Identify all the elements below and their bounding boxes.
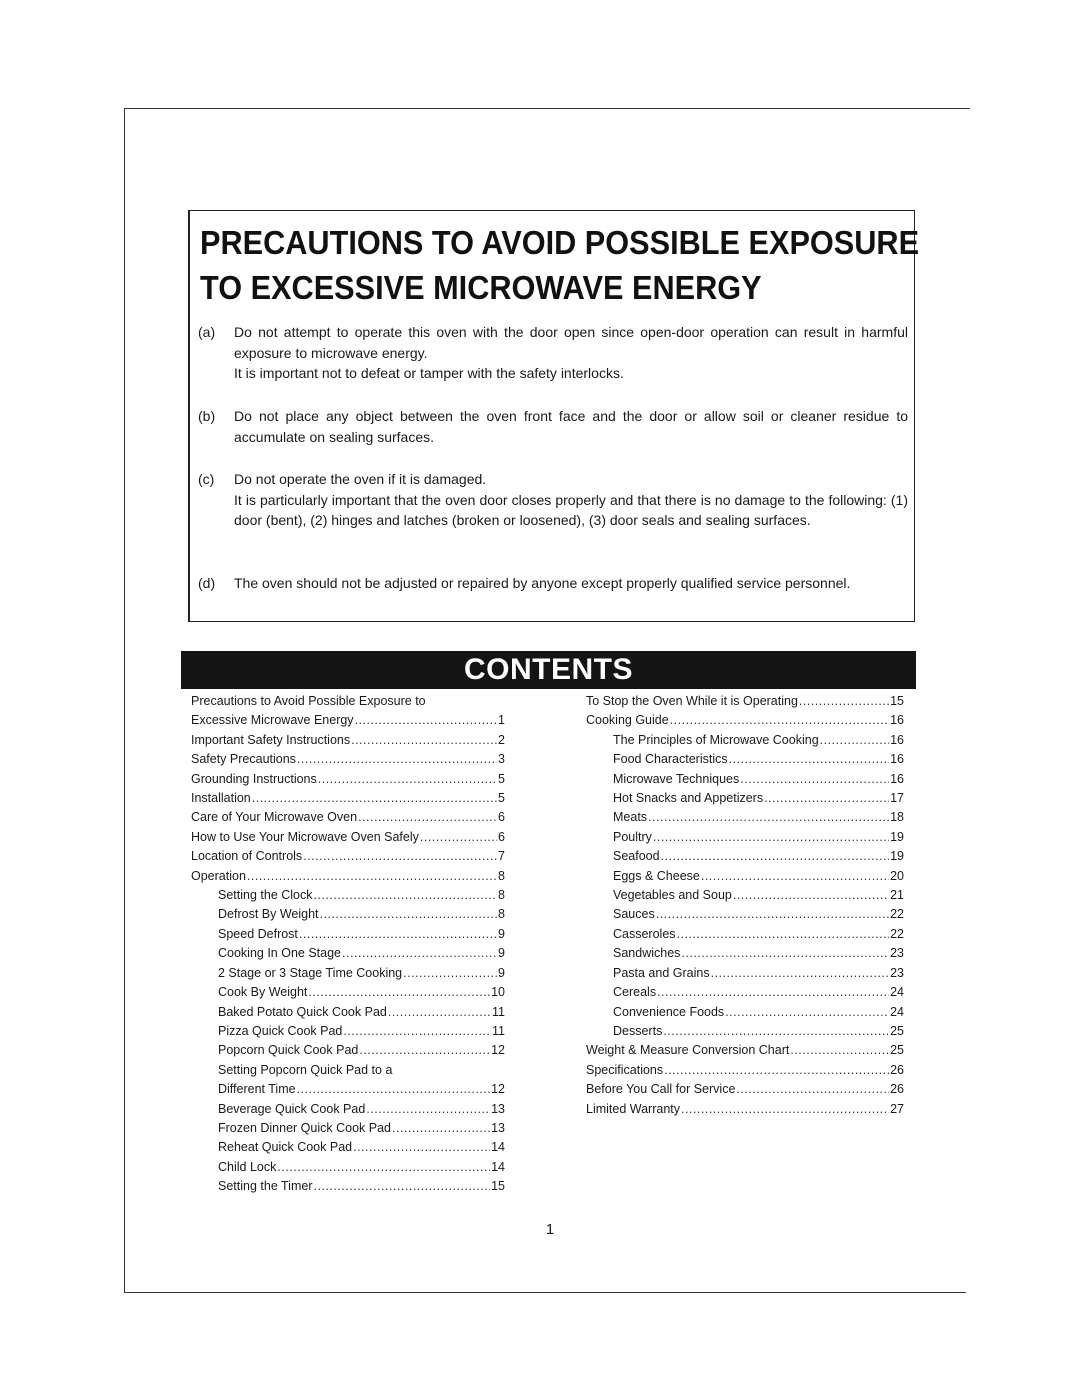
toc-entry (191, 867, 505, 886)
toc-entry (191, 847, 505, 866)
toc-entry (586, 711, 904, 730)
toc-entry-title: Convenience Foods (613, 1004, 725, 1019)
toc-entry (586, 905, 904, 924)
toc-dot-leader (681, 944, 889, 963)
toc-entry (586, 983, 904, 1002)
toc-entry (586, 770, 904, 789)
toc-entry-title: Sandwiches (613, 946, 681, 961)
toc-entry-title: Operation (191, 868, 246, 883)
item-text: It is particularly important that the oven door closes properly and that there is no damage to the following: (1) door (bent), (2) hinges and latches (broken or loosened), (3) door seals and sealing surfaces. (234, 491, 908, 528)
toc-dot-leader (314, 1177, 491, 1196)
toc-entry (191, 1041, 505, 1060)
toc-entry (586, 944, 904, 963)
precaution-item-b (198, 406, 908, 447)
toc-page-number: 5 (498, 771, 505, 786)
toc-dot-leader (420, 828, 497, 847)
item-text: It is important not to defeat or tamper with the safety interlocks. (234, 365, 624, 381)
toc-entry-title: Casseroles (613, 926, 676, 941)
toc-dot-leader (729, 750, 889, 769)
toc-entry-title: Care of Your Microwave Oven (191, 810, 358, 825)
toc-page-number: 5 (498, 791, 505, 806)
toc-entry (191, 983, 505, 1002)
toc-page-number: 10 (491, 985, 505, 1000)
toc-page-number: 9 (498, 965, 505, 980)
toc-dot-leader (663, 1022, 889, 1041)
toc-entry (191, 925, 505, 944)
toc-dot-leader (318, 770, 497, 789)
precaution-item-c (198, 469, 908, 531)
toc-dot-leader (303, 847, 497, 866)
toc-page-number: 19 (890, 829, 904, 844)
toc-entry-title: Baked Potato Quick Cook Pad (218, 1004, 387, 1019)
toc-entry-title: Seafood (613, 849, 660, 864)
toc-dot-leader (343, 1022, 491, 1041)
toc-entry-title: Grounding Instructions (191, 771, 317, 786)
toc-entry-title: Meats (613, 810, 648, 825)
toc-entry (191, 905, 505, 924)
toc-page-number: 26 (890, 1082, 904, 1097)
toc-entry-title: Limited Warranty (586, 1101, 681, 1116)
toc-entry-title: Cooking In One Stage (218, 946, 341, 961)
page-number: 1 (545, 1221, 555, 1238)
toc-entry-title: Eggs & Cheese (613, 868, 700, 883)
toc-entry (586, 692, 904, 711)
toc-page-number: 11 (492, 1004, 505, 1019)
toc-entry-title: Popcorn Quick Cook Pad (218, 1043, 359, 1058)
toc-entry-title: How to Use Your Microwave Oven Safely (191, 829, 419, 844)
toc-dot-leader (681, 1100, 889, 1119)
toc-entry (191, 770, 505, 789)
toc-page-number: 24 (890, 1004, 904, 1019)
toc-page-number: 17 (890, 791, 904, 806)
item-text: Do not attempt to operate this oven with the door open since open-door operation can result in harmful exposure to microwave energy. (234, 324, 908, 361)
toc-entry-title: To Stop the Oven While it is Operating (586, 694, 798, 708)
toc-dot-leader (790, 1041, 889, 1060)
toc-page-number: 6 (498, 829, 505, 844)
toc-entry-title: Hot Snacks and Appetizers (613, 791, 764, 806)
toc-page-number: 7 (498, 849, 505, 864)
toc-page-number: 16 (890, 713, 904, 728)
toc-dot-leader (701, 867, 889, 886)
toc-entry (586, 847, 904, 866)
toc-page-number: 26 (890, 1062, 904, 1077)
item-label: (d) (198, 575, 216, 591)
toc-dot-leader (657, 983, 889, 1002)
toc-entry-title: The Principles of Microwave Cooking (613, 732, 819, 747)
toc-entry (191, 1119, 505, 1138)
toc-entry (586, 1041, 904, 1060)
toc-entry-title: Child Lock (218, 1159, 277, 1174)
toc-dot-leader (297, 1080, 491, 1099)
toc-entry-title: Setting the Timer (218, 1179, 313, 1194)
toc-entry-title: Reheat Quick Cook Pad (218, 1140, 353, 1155)
top-border-line (124, 108, 970, 109)
toc-entry-title: Frozen Dinner Quick Cook Pad (218, 1120, 391, 1135)
toc-entry (586, 1003, 904, 1022)
toc-entry-title: Defrost By Weight (218, 907, 319, 922)
left-border-line (124, 108, 125, 1293)
toc-entry-title: Sauces (613, 907, 655, 922)
toc-page-number: 14 (491, 1140, 505, 1155)
toc-page-number: 11 (492, 1023, 505, 1038)
precaution-item-a (198, 322, 908, 384)
toc-page-number: 8 (498, 888, 505, 903)
toc-page-number: 16 (890, 732, 904, 747)
toc-page-number: 23 (890, 965, 904, 980)
toc-entry-title: Pasta and Grains (613, 965, 710, 980)
toc-page-number: 8 (498, 868, 505, 883)
toc-page-number: 18 (890, 810, 904, 825)
toc-entry (191, 692, 505, 711)
toc-entry (191, 1061, 505, 1080)
toc-entry (586, 964, 904, 983)
toc-page-number: 9 (498, 926, 505, 941)
toc-entry (191, 964, 505, 983)
toc-page-number: 25 (890, 1043, 904, 1058)
toc-entry (586, 1022, 904, 1041)
toc-page-number: 22 (890, 926, 904, 941)
toc-entry-title: Setting the Clock (218, 888, 313, 903)
toc-dot-leader (664, 1061, 889, 1080)
toc-entry (191, 711, 505, 730)
toc-page-number: 23 (890, 946, 904, 961)
toc-entry (586, 731, 904, 750)
toc-page-number: 14 (491, 1159, 505, 1174)
toc-page-number: 16 (890, 752, 904, 767)
toc-entry (191, 1022, 505, 1041)
toc-entry-title: Pizza Quick Cook Pad (218, 1023, 343, 1038)
toc-entry-title: Location of Controls (191, 849, 303, 864)
toc-entry (191, 1080, 505, 1099)
item-label: (a) (198, 324, 216, 340)
toc-page-number: 15 (491, 1179, 505, 1194)
toc-dot-leader (736, 1080, 889, 1099)
toc-entry-title: Food Characteristics (613, 752, 728, 767)
toc-entry-title: Vegetables and Soup (613, 888, 732, 903)
toc-entry-title: Microwave Techniques (613, 771, 740, 786)
precautions-title-line2: TO EXCESSIVE MICROWAVE ENERGY (200, 269, 762, 306)
toc-entry-title: Cooking Guide (586, 713, 669, 728)
item-label: (c) (198, 471, 215, 487)
toc-page-number: 3 (498, 752, 505, 767)
toc-page-number: 22 (890, 907, 904, 922)
toc-dot-leader (320, 905, 498, 924)
toc-dot-leader (388, 1003, 491, 1022)
item-text: The oven should not be adjusted or repaired by anyone except properly qualified service personnel. (234, 575, 851, 591)
toc-entry-title: Precautions to Avoid Possible Exposure to (191, 694, 426, 708)
toc-dot-leader (277, 1158, 490, 1177)
toc-dot-leader (392, 1119, 490, 1138)
toc-dot-leader (661, 847, 890, 866)
toc-dot-leader (653, 828, 889, 847)
toc-entry (191, 886, 505, 905)
toc-entry (586, 750, 904, 769)
toc-page-number: 15 (890, 694, 904, 708)
toc-entry-title: Specifications (586, 1062, 664, 1077)
toc-dot-leader (297, 750, 497, 769)
toc-dot-leader (308, 983, 490, 1002)
item-label: (b) (198, 408, 216, 424)
toc-dot-leader (677, 925, 890, 944)
toc-dot-leader (820, 731, 889, 750)
toc-right-column (586, 692, 904, 1119)
toc-entry (191, 1003, 505, 1022)
toc-page-number: 24 (890, 985, 904, 1000)
toc-entry (191, 808, 505, 827)
toc-dot-leader (725, 1003, 889, 1022)
toc-dot-leader (359, 1041, 490, 1060)
toc-dot-leader (358, 808, 497, 827)
toc-entry-title: Excessive Microwave Energy (191, 713, 354, 728)
toc-page-number: 16 (890, 771, 904, 786)
toc-entry-title: Poultry (613, 829, 652, 844)
toc-dot-leader (252, 789, 497, 808)
toc-dot-leader (733, 886, 889, 905)
toc-dot-leader (342, 944, 497, 963)
toc-page-number: 13 (491, 1120, 505, 1135)
toc-entry (586, 925, 904, 944)
toc-dot-leader (711, 964, 890, 983)
toc-entry (191, 1138, 505, 1157)
item-text: Do not place any object between the oven front face and the door or allow soil or cleaner residue to accumulate on sealing surfaces. (234, 408, 908, 445)
item-text: Do not operate the oven if it is damaged. (234, 471, 487, 487)
toc-entry (586, 1080, 904, 1099)
toc-entry (586, 867, 904, 886)
toc-dot-leader (670, 711, 889, 730)
toc-dot-leader (351, 731, 497, 750)
toc-dot-leader (403, 964, 497, 983)
toc-entry-title: Cook By Weight (218, 985, 308, 1000)
toc-entry (191, 789, 505, 808)
toc-page-number: 19 (890, 849, 904, 864)
toc-dot-leader (799, 692, 889, 711)
toc-entry-title: Desserts (613, 1023, 663, 1038)
toc-page-number: 6 (498, 810, 505, 825)
toc-entry-title: Speed Defrost (218, 926, 298, 941)
precautions-title-line1: PRECAUTIONS TO AVOID POSSIBLE EXPOSURE (200, 224, 920, 261)
toc-entry (586, 828, 904, 847)
toc-entry (191, 1177, 505, 1196)
toc-dot-leader (355, 711, 497, 730)
toc-dot-leader (299, 925, 497, 944)
toc-entry-title: Different Time (218, 1082, 296, 1097)
toc-dot-leader (648, 808, 889, 827)
toc-page-number: 21 (890, 888, 904, 903)
toc-entry (586, 789, 904, 808)
toc-left-column (191, 692, 505, 1197)
toc-dot-leader (656, 905, 889, 924)
toc-entry-title: Safety Precautions (191, 752, 296, 767)
precaution-item-d (198, 573, 908, 594)
toc-page-number: 12 (491, 1043, 505, 1058)
contents-header-bar (181, 651, 916, 689)
toc-dot-leader (353, 1138, 490, 1157)
toc-entry (586, 1100, 904, 1119)
contents-title: CONTENTS (464, 653, 633, 686)
toc-entry (586, 886, 904, 905)
toc-dot-leader (740, 770, 889, 789)
toc-page-number: 8 (498, 907, 505, 922)
toc-entry-title: Important Safety Instructions (191, 732, 351, 747)
toc-entry-title: Setting Popcorn Quick Pad to a (218, 1062, 393, 1077)
toc-page-number: 13 (491, 1101, 505, 1116)
toc-entry (586, 808, 904, 827)
toc-page-number: 2 (498, 732, 505, 747)
bottom-border-line (124, 1292, 966, 1293)
toc-entry-title: Before You Call for Service (586, 1082, 736, 1097)
toc-entry-title: Installation (191, 791, 251, 806)
toc-page-number: 20 (890, 868, 904, 883)
toc-page-number: 12 (491, 1082, 505, 1097)
toc-entry (191, 750, 505, 769)
toc-entry (191, 944, 505, 963)
toc-page-number: 27 (890, 1101, 904, 1116)
toc-entry (191, 1158, 505, 1177)
toc-dot-leader (314, 886, 498, 905)
toc-entry (586, 1061, 904, 1080)
toc-page-number: 9 (498, 946, 505, 961)
toc-entry-title: Cereals (613, 985, 657, 1000)
toc-page-number: 25 (890, 1023, 904, 1038)
toc-dot-leader (247, 867, 497, 886)
toc-entry-title: Beverage Quick Cook Pad (218, 1101, 366, 1116)
toc-entry (191, 731, 505, 750)
toc-entry (191, 828, 505, 847)
toc-entry-title: Weight & Measure Conversion Chart (586, 1043, 790, 1058)
toc-page-number: 1 (498, 713, 505, 728)
toc-entry-title: 2 Stage or 3 Stage Time Cooking (218, 965, 403, 980)
toc-entry (191, 1100, 505, 1119)
toc-dot-leader (366, 1100, 490, 1119)
toc-dot-leader (764, 789, 889, 808)
